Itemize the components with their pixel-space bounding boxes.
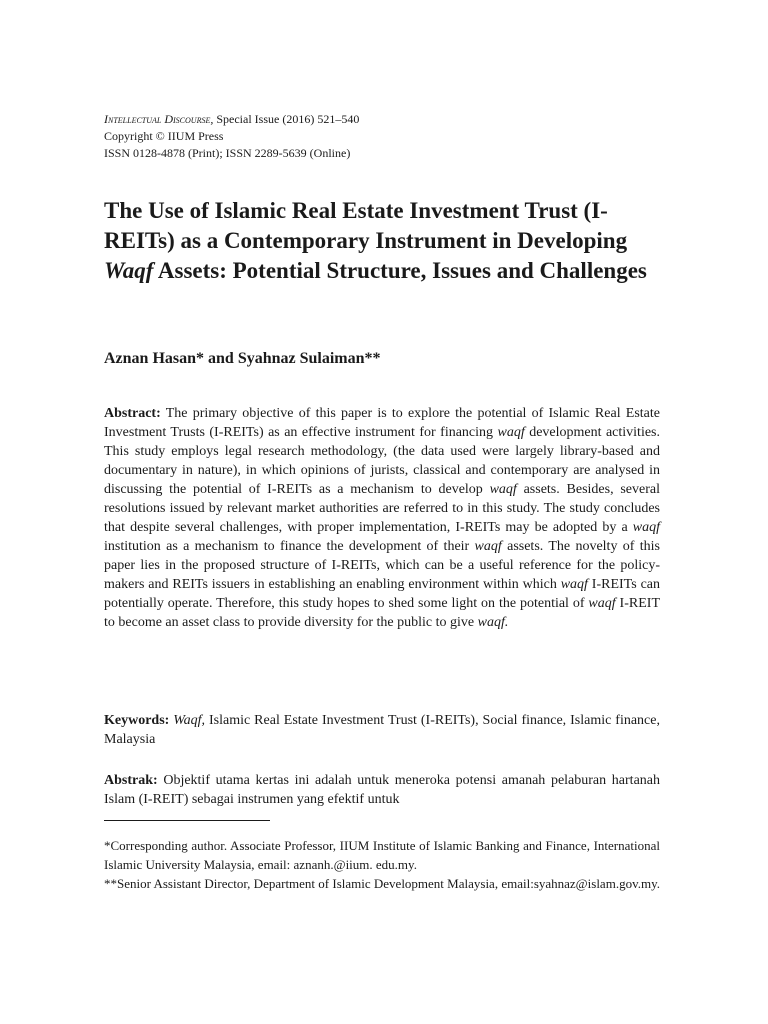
abstract-term: waqf (588, 596, 616, 611)
keywords-italic: Waqf, (169, 713, 206, 728)
issn-line: ISSN 0128-4878 (Print); ISSN 2289-5639 (Online) (104, 146, 351, 160)
abstract-text-2: development activities. This study employs legal research methodology, (the data used were largely library-based and documentary in nature), in which opinions of jurists, classical and contemporary are analysed in discussing the potential of I-REITs as a mechanism to develop (104, 425, 661, 497)
title-italic-word: Waqf (104, 258, 154, 283)
footnote-second-author: **Senior Assistant Director, Department of Islamic Development Malaysia, email:syahnaz@islam.gov.my. (104, 876, 660, 891)
journal-citation (104, 111, 359, 128)
abstract-text-7: I-REIT to become an asset class to provide diversity for the public to give (104, 596, 660, 630)
abstract-text-4: institution as a mechanism to finance the development of their (104, 539, 475, 554)
abstract-term: waqf (497, 425, 525, 440)
paper-title (104, 196, 660, 286)
keywords-label: Keywords: (104, 713, 170, 728)
journal-header (104, 111, 359, 162)
title-part-1: The Use of Islamic Real Estate Investment Trust (I-REITs) as a Contemporary Instrument in Developing (104, 198, 628, 253)
journal-issue: Special Issue (2016) 521–540 (213, 112, 360, 126)
footnote-corresponding-author: *Corresponding author. Associate Professor, IIUM Institute of Islamic Banking and Finance, International Islamic University Malaysia, email: aznanh.@iium. edu.my. (104, 838, 660, 872)
abstract-paragraph (104, 404, 660, 632)
copyright-line: Copyright © IIUM Press (104, 129, 224, 143)
footnotes (104, 836, 660, 893)
keywords-paragraph (104, 711, 660, 749)
title-part-2: Assets: Potential Structure, Issues and Challenges (153, 258, 647, 283)
abstract-term: waqf (632, 520, 660, 535)
abstract-text-3: assets. Besides, several resolutions issued by relevant market authorities are referred to in this study. The study concludes that despite several challenges, with proper implementation, I-REITs may be adopted by a (104, 482, 660, 535)
abstrak-label: Abstrak: (104, 773, 158, 788)
abstract-text-5: assets. The novelty of this paper lies in the proposed structure of I-REITs, which can be a useful reference for the policy-makers and REITs issuers in establishing an enabling environment within which (104, 539, 660, 592)
abstrak-paragraph (104, 771, 660, 809)
abstract-term: waqf. (477, 615, 509, 630)
abstract-label: Abstract: (104, 406, 161, 421)
keywords-text: Islamic Real Estate Investment Trust (I-REITs), Social finance, Islamic finance, Malaysia (104, 713, 660, 747)
abstract-text-1: The primary objective of this paper is to explore the potential of Islamic Real Estate Investment Trusts (I-REITs) as an effective instrument for financing (104, 406, 660, 440)
footnote-divider (104, 820, 270, 821)
abstract-term: waqf (560, 577, 588, 592)
authors-line: Aznan Hasan* and Syahnaz Sulaiman** (104, 350, 381, 367)
abstract-term: waqf (474, 539, 502, 554)
abstrak-text: Objektif utama kertas ini adalah untuk meneroka potensi amanah pelaburan hartanah Islam (I-REIT) sebagai instrumen yang efektif untuk (104, 773, 660, 807)
abstract-term: waqf (489, 482, 517, 497)
journal-name: Intellectual Discourse, (104, 112, 214, 126)
abstract-text-6: I-REITs can potentially operate. Therefore, this study hopes to shed some light on the potential of (104, 577, 660, 611)
